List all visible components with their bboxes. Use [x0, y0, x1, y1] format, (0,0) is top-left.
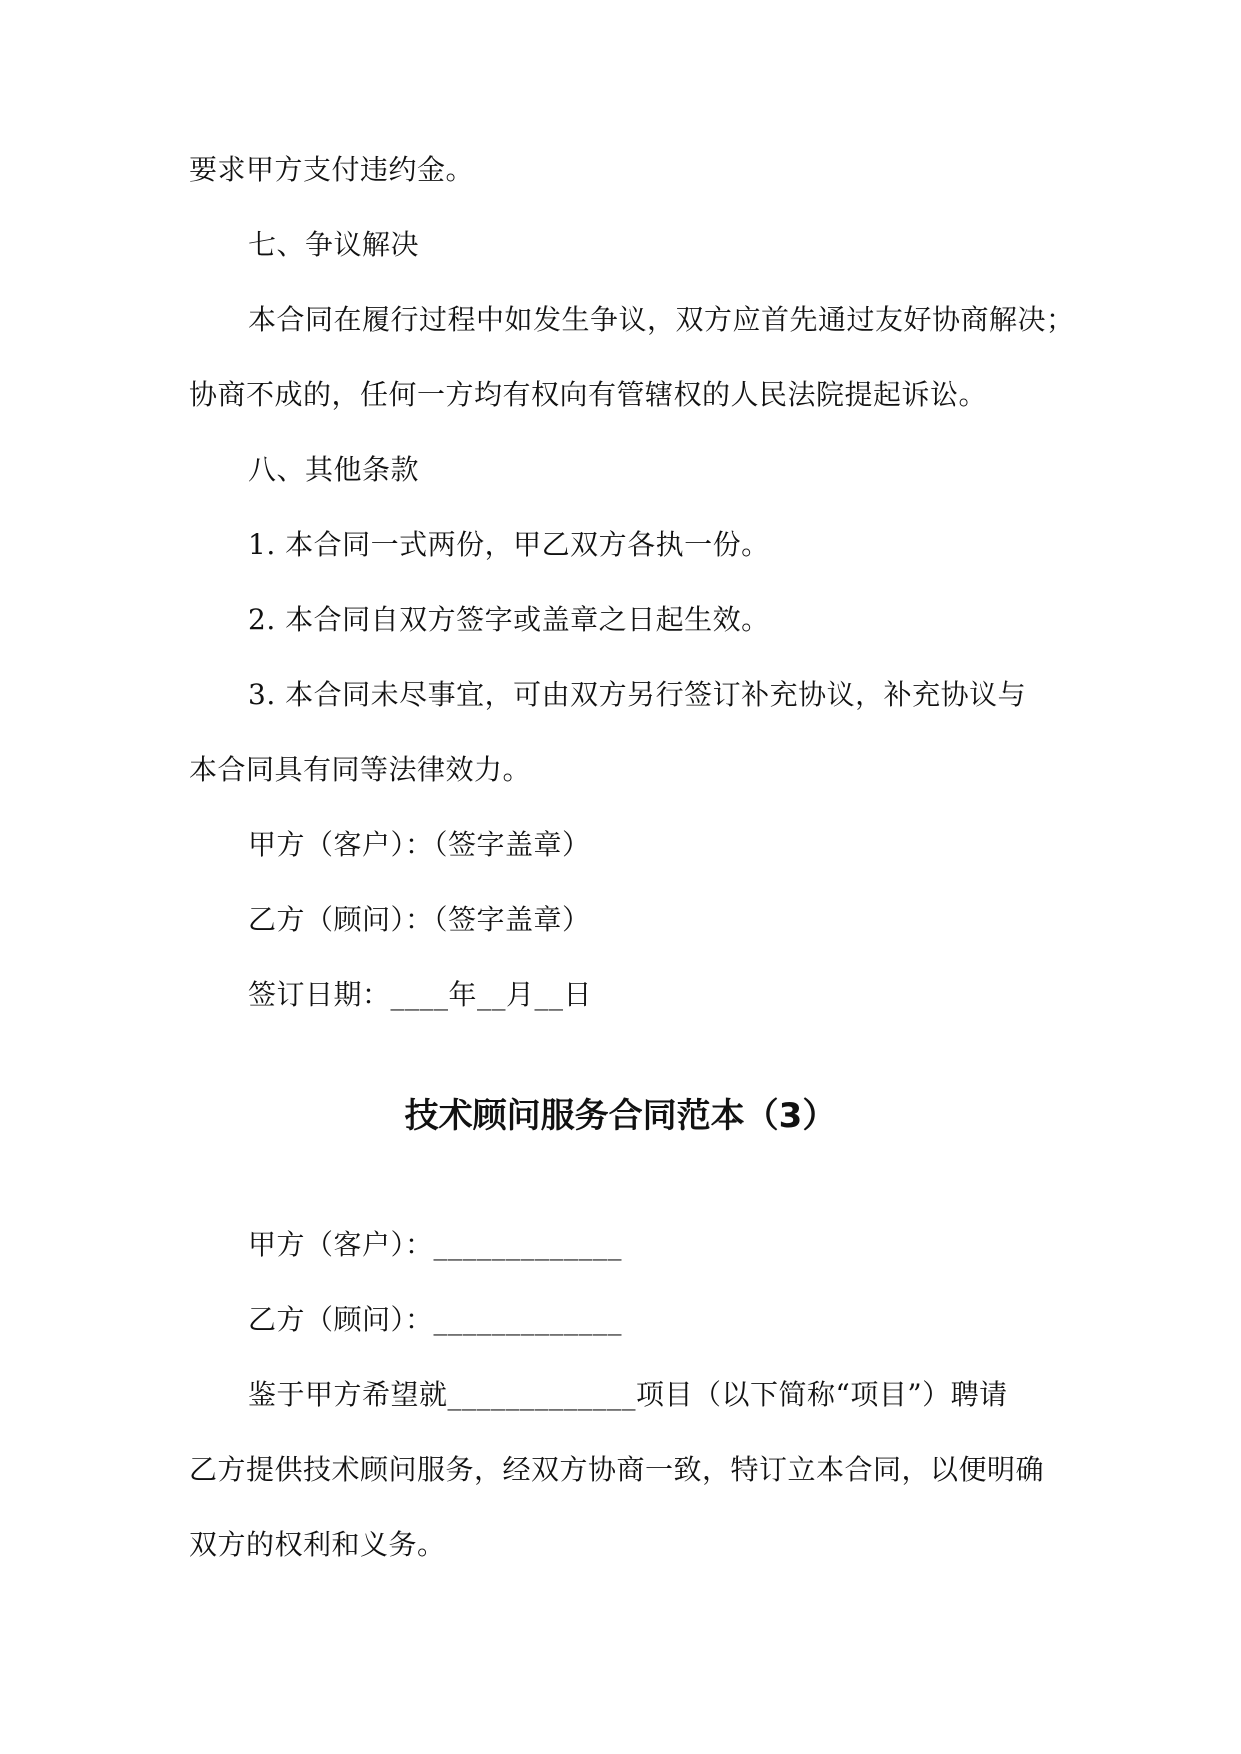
paragraph-line: 本合同具有同等法律效力。: [189, 753, 532, 786]
paragraph-line: 鉴于甲方希望就_____________项目（以下简称“项目”）聘请: [248, 1378, 1008, 1411]
party-b-signature-line: 乙方（顾问）：（签字盖章）: [248, 903, 591, 936]
paragraph-line: 双方的权利和义务。: [189, 1528, 446, 1561]
document-title: 技术顾问服务合同范本（3）: [404, 1096, 837, 1136]
list-item: 1. 本合同一式两份，甲乙双方各执一份。: [248, 528, 770, 561]
paragraph-line: 乙方提供技术顾问服务，经双方协商一致，特订立本合同，以便明确: [189, 1453, 1045, 1486]
paragraph-line: 协商不成的，任何一方均有权向有管辖权的人民法院提起诉讼。: [189, 378, 988, 411]
party-a-field: 甲方（客户）：_____________: [248, 1228, 623, 1261]
paragraph-line: 本合同在履行过程中如发生争议，双方应首先通过友好协商解决；: [248, 303, 1075, 336]
list-item: 2. 本合同自双方签字或盖章之日起生效。: [248, 603, 770, 636]
section-heading: 八、其他条款: [248, 453, 420, 486]
paragraph-line: 要求甲方支付违约金。: [189, 153, 475, 186]
list-item: 3. 本合同未尽事宜，可由双方另行签订补充协议，补充协议与: [248, 678, 1027, 711]
party-a-signature-line: 甲方（客户）：（签字盖章）: [248, 828, 591, 861]
signing-date-line: 签订日期：____年__月__日: [248, 978, 593, 1011]
section-heading: 七、争议解决: [248, 228, 420, 261]
party-b-field: 乙方（顾问）：_____________: [248, 1303, 623, 1336]
